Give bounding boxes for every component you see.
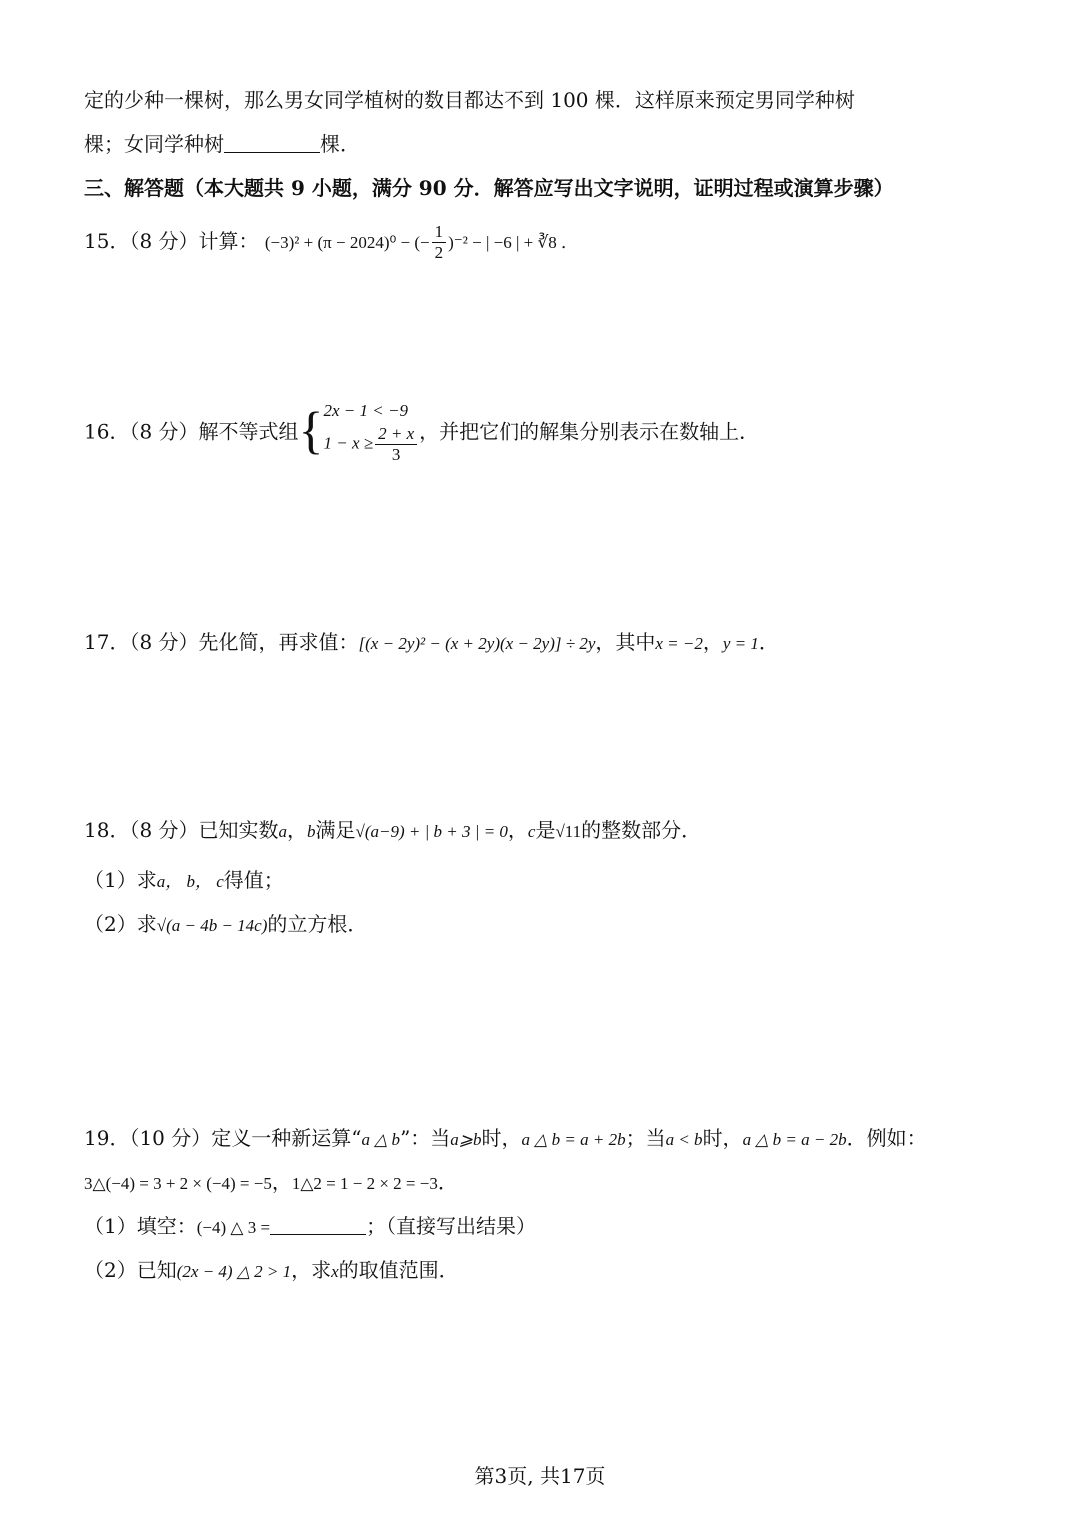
q19-text-e: 时， <box>702 1126 743 1150</box>
q19-text-f: ．例如： <box>846 1126 927 1150</box>
q19-sub1-expression: (−4) △ 3 = <box>196 1218 271 1237</box>
page-footer <box>0 1462 1080 1490</box>
q19-condition-2: a < b <box>665 1130 703 1149</box>
q17-mid: ，其中 <box>595 630 656 654</box>
q19-example-separator: ， <box>271 1170 292 1194</box>
q17-label: 17．（8 分）先化简，再求值： <box>84 630 359 654</box>
question-19 <box>84 1124 927 1154</box>
intro-line-2 <box>84 130 360 158</box>
q18-sub1-vars: a， b， c <box>156 872 224 891</box>
q19-text-a: 19．（10 分）定义一种新运算“ <box>84 1126 362 1150</box>
q18-comma-2: ， <box>507 818 528 842</box>
question-18 <box>84 816 701 846</box>
q15-expr-part1: (−3)² + (π − 2024)⁰ − (− <box>264 233 430 252</box>
q19-sub1-label: （1）填空： <box>84 1214 197 1238</box>
q18-sub1-text: 得值； <box>223 868 284 892</box>
inequality-2-fraction <box>375 424 417 465</box>
intro-text-2: 棵；女同学种树 <box>84 132 224 156</box>
q15-fraction <box>432 222 447 263</box>
answer-blank[interactable] <box>224 132 320 153</box>
intro-text-1: 定的少种一棵树，那么男女同学植树的数目都达不到 100 棵．这样原来预定男同学种树 <box>84 88 855 112</box>
inequality-1: 2x − 1 < −9 <box>323 401 408 420</box>
q19-text-b: ”：当 <box>400 1126 451 1150</box>
inequality-2-den: 3 <box>391 445 401 464</box>
intro-text-3: 棵． <box>320 132 360 156</box>
q19-condition-1: a⩾b <box>450 1130 482 1149</box>
inequality-2-num: 2 + x <box>375 424 417 445</box>
question-17 <box>84 628 779 658</box>
q19-example-end: ． <box>437 1170 458 1194</box>
q17-end: ． <box>758 630 779 654</box>
q19-operator: a △ b <box>361 1130 401 1149</box>
question-15 <box>84 222 578 263</box>
inequality-system <box>324 398 420 465</box>
q19-sub-2 <box>84 1256 459 1286</box>
q16-label: 16．（8 分）解不等式组 <box>84 419 299 444</box>
q19-sub2-text-b: ，求 <box>291 1258 332 1282</box>
q18-comma-1: ， <box>287 818 308 842</box>
q18-var-a: a <box>278 822 288 841</box>
q18-condition: √(a−9) + | b + 3 | = 0 <box>355 822 508 841</box>
q19-text-d: ；当 <box>625 1126 666 1150</box>
q19-answer-blank[interactable] <box>270 1214 366 1235</box>
q15-frac-den: 2 <box>434 243 444 262</box>
q18-sub2-label: （2）求 <box>84 912 157 936</box>
q19-text-c: 时， <box>481 1126 522 1150</box>
inequality-2 <box>324 424 420 465</box>
q19-example-2: 1△2 = 1 − 2 × 2 = −3 <box>291 1174 438 1193</box>
q18-sqrt-11: √11 <box>555 822 582 841</box>
q19-example-1: 3△(−4) = 3 + 2 × (−4) = −5 <box>84 1174 272 1193</box>
q19-examples <box>84 1168 458 1198</box>
q18-sub1-label: （1）求 <box>84 868 157 892</box>
q15-frac-num: 1 <box>432 222 447 243</box>
q19-sub2-text-c: 的取值范围． <box>338 1258 459 1282</box>
q18-text-d: 的整数部分． <box>581 818 702 842</box>
intro-line-1 <box>84 86 855 114</box>
q16-suffix: ，并把它们的解集分别表示在数轴上． <box>419 419 760 444</box>
q19-definition-1: a △ b = a + 2b <box>521 1130 626 1149</box>
q18-var-c: c <box>527 822 536 841</box>
q19-sub2-expression: (2x − 4) △ 2 > 1 <box>176 1262 292 1281</box>
q17-separator: ， <box>702 630 723 654</box>
question-16 <box>84 398 759 465</box>
system-brace: { <box>298 402 324 460</box>
q19-sub2-var: x <box>331 1262 339 1281</box>
q18-text-b: 满足 <box>315 818 356 842</box>
q18-sub2-text: 的立方根． <box>267 912 368 936</box>
section-heading-text: 三、解答题（本大题共 9 小题，满分 90 分．解答应写出文字说明，证明过程或演算步骤） <box>84 176 894 200</box>
q19-sub1-text: ；（直接写出结果） <box>366 1214 537 1238</box>
q19-sub-1 <box>84 1212 536 1242</box>
q18-text-c: 是 <box>535 818 556 842</box>
inequality-2-left: 1 − x ≥ <box>323 433 374 453</box>
q18-sub-1 <box>84 866 284 896</box>
q18-var-b: b <box>307 822 316 841</box>
q17-x-value: x = −2 <box>655 634 703 653</box>
q17-y-value: y = 1 <box>722 634 759 653</box>
section-heading <box>84 174 894 202</box>
q18-sub2-expression: √(a − 4b − 14c) <box>156 916 268 935</box>
q19-sub2-label: （2）已知 <box>84 1258 177 1282</box>
q18-sub-2 <box>84 910 367 940</box>
page-number: 第3页, 共17页 <box>474 1464 606 1488</box>
q15-label: 15．（8 分）计算： <box>84 229 259 253</box>
q15-expr-part2: )⁻² − | −6 | + ∛8 ． <box>448 233 579 252</box>
q17-expression: [(x − 2y)² − (x + 2y)(x − 2y)] ÷ 2y <box>358 634 596 653</box>
q18-text-a: 18．（8 分）已知实数 <box>84 818 279 842</box>
q19-definition-2: a △ b = a − 2b <box>742 1130 847 1149</box>
